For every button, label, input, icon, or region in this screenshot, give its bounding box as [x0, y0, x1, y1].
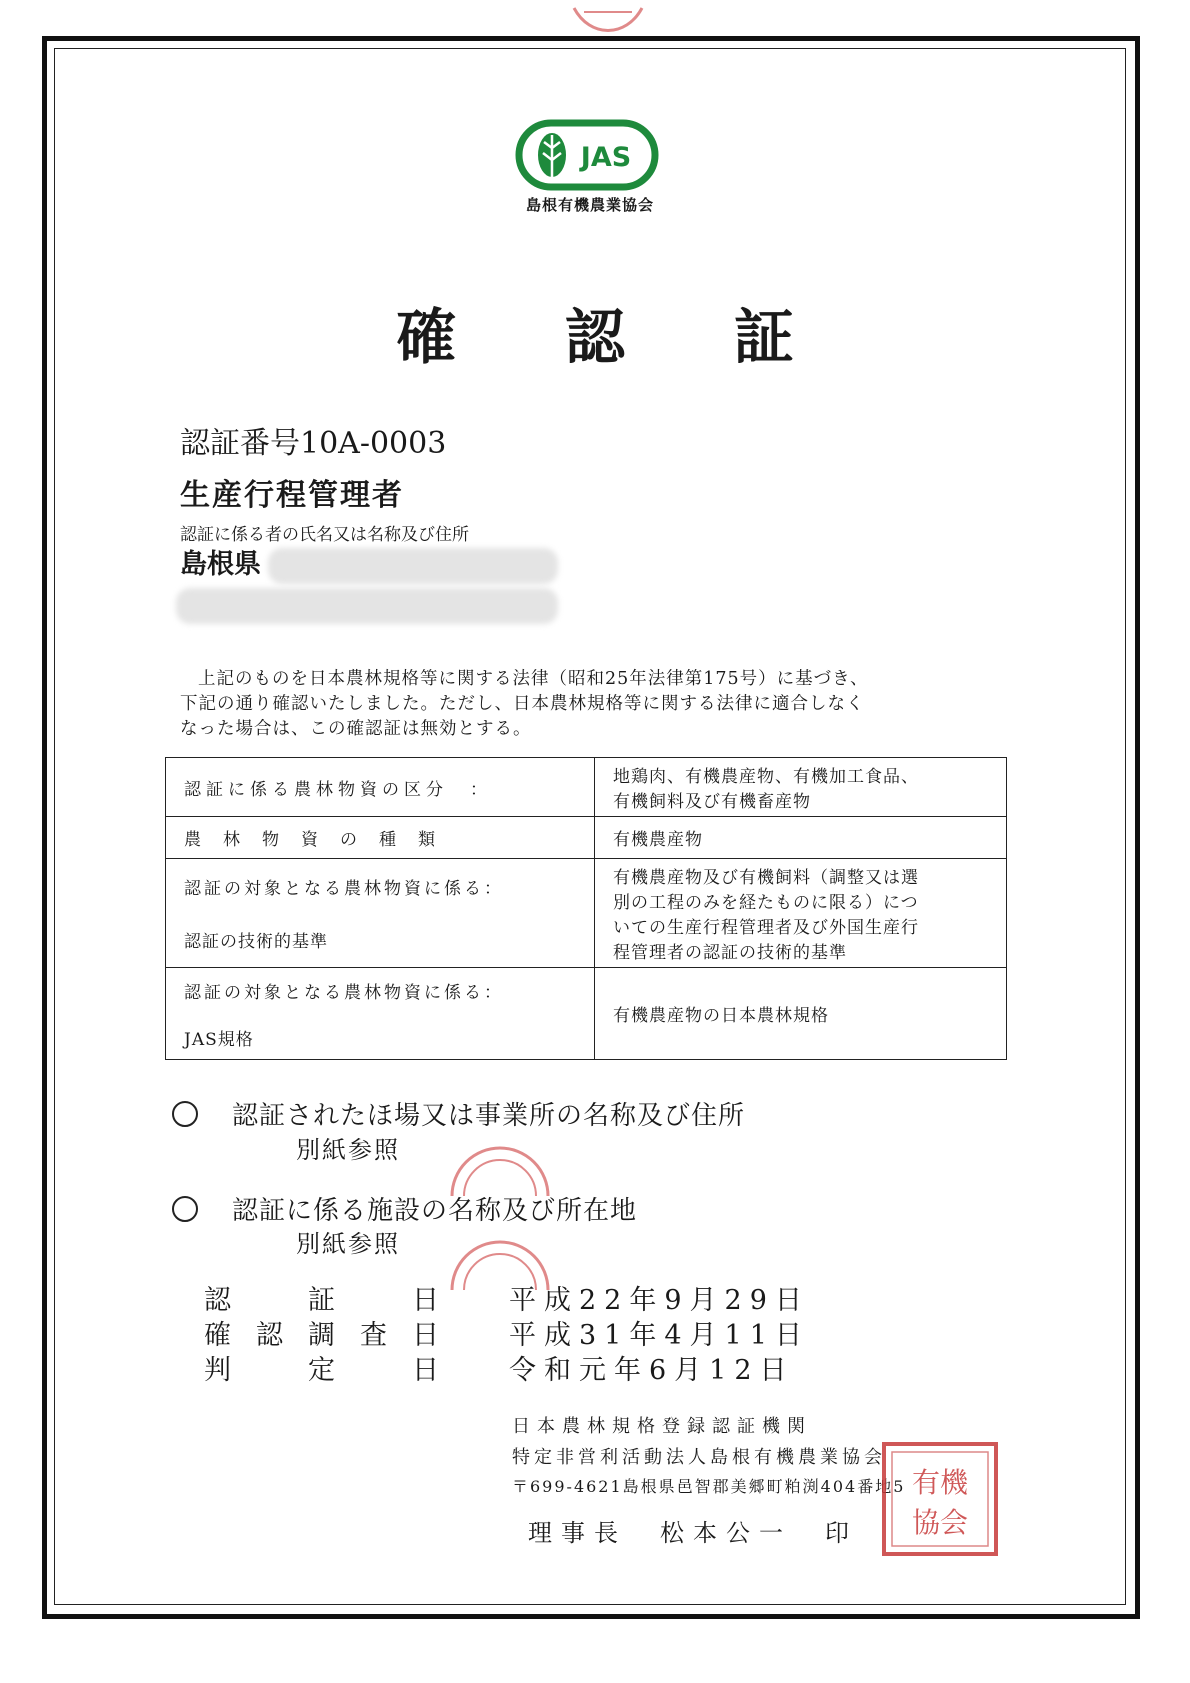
- dates-block: [204, 1283, 810, 1388]
- chairman-signature: 理事長 松本公一 印: [528, 1519, 858, 1547]
- table-label-line: 認証の対象となる農林物資に係る：: [184, 982, 504, 1003]
- body-paragraph: [180, 667, 1010, 742]
- table-row: [166, 968, 1007, 1060]
- date-label: [204, 1283, 459, 1318]
- certificate-number: 認証番号10A-0003: [180, 426, 447, 461]
- table-row: [166, 859, 1007, 968]
- table-label-line: 認証の技術的基準: [184, 932, 328, 952]
- date-label-char: 査: [360, 1320, 387, 1351]
- section-site-heading: [172, 1190, 637, 1227]
- date-value: 平成31年4月11日: [509, 1320, 810, 1351]
- circle-bullet-icon: [172, 1196, 198, 1222]
- holder-address: 島根県: [180, 549, 261, 580]
- issuer-line-2: 特定非営利活動法人島根有機農業協会: [512, 1447, 886, 1468]
- section-site-sub: 別紙参照: [296, 1230, 400, 1258]
- date-label-char: 日: [412, 1355, 439, 1386]
- paragraph-line-2: 下記の通り確認いたしました。ただし、日本農林規格等に関する法律に適合しなく: [180, 694, 865, 714]
- table-row: [166, 817, 1007, 859]
- date-value: 平成22年9月29日: [509, 1285, 810, 1316]
- table-label: [166, 968, 595, 1060]
- document-title: 確 認 証: [396, 303, 838, 373]
- svg-text:協会: 協会: [911, 1506, 969, 1539]
- table-value: 有機農産物の日本農林規格: [595, 968, 1007, 1060]
- date-label-char: 日: [412, 1320, 439, 1351]
- jas-logo-icon: [514, 118, 660, 192]
- table-label: 認証に係る農林物資の区分 ：: [166, 758, 595, 817]
- section-heading-text: 認証に係る施設の名称及び所在地: [232, 1196, 638, 1226]
- table-label-line: JAS規格: [184, 1029, 254, 1050]
- date-row-judgment: [204, 1353, 810, 1388]
- table-value-line: 地鶏肉、有機農産物、有機加工食品、: [613, 767, 919, 787]
- section-facility-heading: [172, 1095, 745, 1132]
- issuer-address: 〒699-4621島根県邑智郡美郷町粕渕404番地5: [512, 1477, 906, 1496]
- name-address-label: 認証に係る者の氏名又は名称及び住所: [180, 525, 469, 545]
- redacted-address-line2: [176, 588, 558, 624]
- circle-bullet-icon: [172, 1101, 198, 1127]
- date-label: [204, 1318, 459, 1353]
- partial-seal-icon: [446, 1138, 554, 1198]
- table-value: 有機農産物: [595, 817, 1007, 859]
- section-heading-text: 認証されたほ場又は事業所の名称及び住所: [232, 1101, 746, 1131]
- date-label-char: 確: [204, 1320, 231, 1351]
- section-facility-sub: 別紙参照: [296, 1136, 400, 1164]
- date-label-char: 定: [308, 1355, 335, 1386]
- table-value-line: 有機農産物及び有機飼料（調整又は選: [613, 868, 919, 888]
- jas-mark-text: JAS: [580, 142, 632, 173]
- date-label-char: 日: [412, 1285, 439, 1316]
- table-label: 農林物資の種類: [166, 817, 595, 859]
- issuer-line-1: 日本農林規格登録認証機関: [512, 1416, 812, 1437]
- table-value-line: 程管理者の認証の技術的基準: [613, 943, 847, 963]
- date-label-char: 証: [308, 1285, 335, 1316]
- date-label-char: 調: [308, 1320, 335, 1351]
- date-row-certified: [204, 1283, 810, 1318]
- table-value-line: 有機飼料及び有機畜産物: [613, 792, 811, 812]
- date-row-inspection: [204, 1318, 810, 1353]
- table-value-line: 別の工程のみを経たものに限る）につ: [613, 893, 919, 913]
- svg-text:有機: 有機: [911, 1466, 969, 1499]
- table-label-line: 認証の対象となる農林物資に係る：: [184, 879, 504, 899]
- table-label: [166, 859, 595, 968]
- table-value: [595, 859, 1007, 968]
- date-label: [204, 1353, 459, 1388]
- redacted-address-line1: [268, 548, 558, 584]
- date-label-char: 認: [204, 1285, 231, 1316]
- paragraph-line-3: なった場合は、この確認証は無効とする。: [180, 719, 532, 739]
- date-label-char: 判: [204, 1355, 231, 1386]
- official-seal-icon: [880, 1440, 1000, 1558]
- date-label-char: 認: [256, 1320, 283, 1351]
- logo-organization-name: 島根有機農業協会: [525, 196, 654, 214]
- role-title: 生産行程管理者: [180, 478, 404, 513]
- paragraph-line-1: 上記のものを日本農林規格等に関する法律（昭和25年法律第175号）に基づき、: [198, 669, 869, 689]
- table-value-line: いての生産行程管理者及び外国生産行: [613, 918, 919, 938]
- table-row: [166, 758, 1007, 817]
- staple-mark: [570, 4, 646, 38]
- date-value: 令和元年6月12日: [509, 1355, 795, 1386]
- table-value: [595, 758, 1007, 817]
- certification-table: [165, 757, 1007, 1060]
